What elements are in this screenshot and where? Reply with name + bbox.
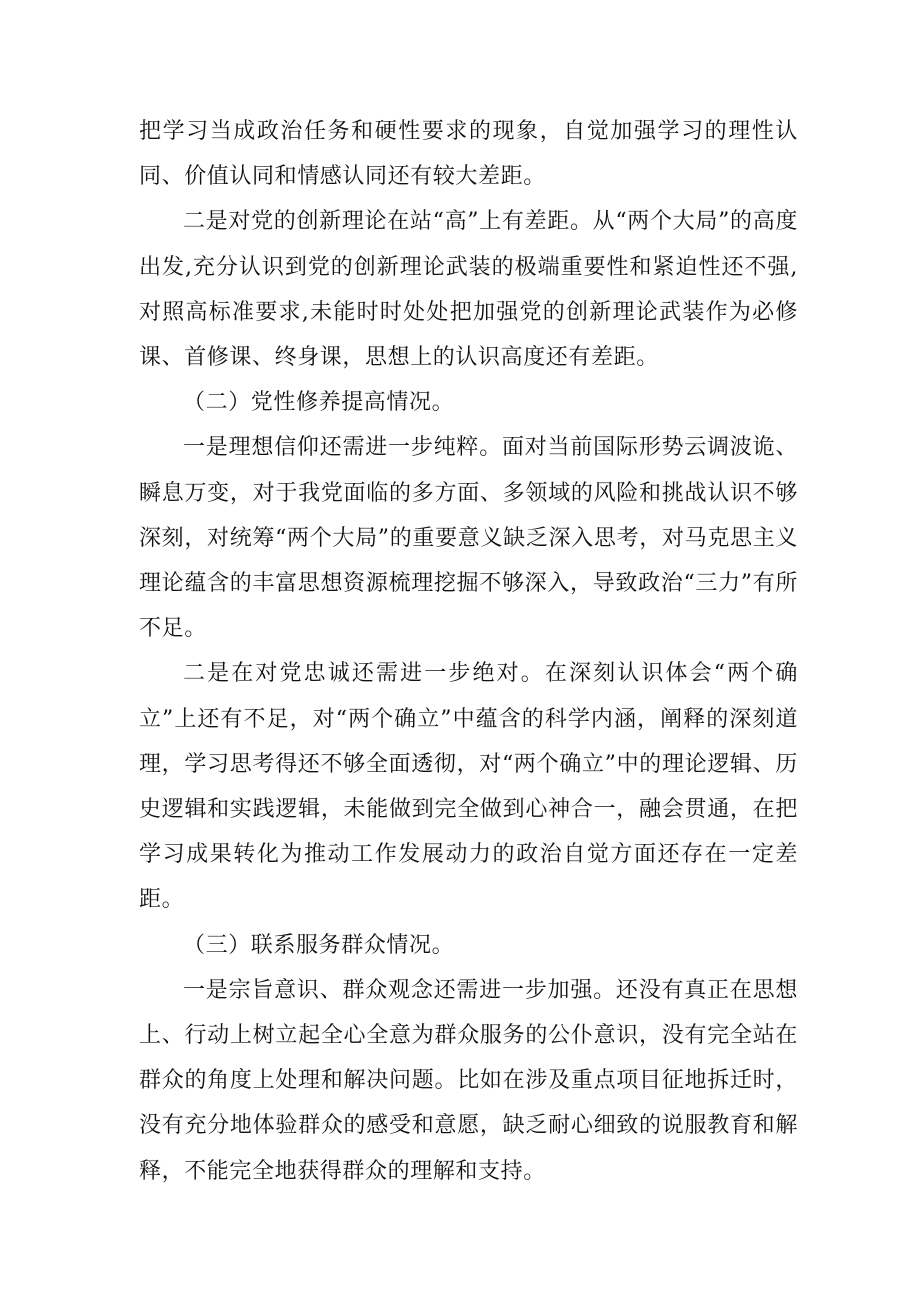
paragraph-purpose-awareness: 一是宗旨意识、群众观念还需进一步加强。还没有真正在思想上、行动上树立起全心全意为群众服务的公仆意识，没有完全站在群众的角度上处理和解决问题。比如在涉及重点项目征地拆迁时，没有充分地体验群众的感受和意愿，缺乏耐心细致的说服教育和解释，不能完全地获得群众的理解和支持。 <box>139 977 798 1184</box>
paragraph-innovation-theory: 二是对党的创新理论在站“高”上有差距。从“两个大局”的高度出发,充分认识到党的创新理论武装的极端重要性和紧迫性还不强,对照高标准要求,未能时时处处把加强党的创新理论武装作为必修课、首修课、终身课，思想上的认识高度还有差距。 <box>139 209 798 371</box>
paragraph-loyalty: 二是在对党忠诚还需进一步绝对。在深刻认识体会“两个确立”上还有不足，对“两个确立”中蕴含的科学内涵，阐释的深刻道理，学习思考得还不够全面透彻，对“两个确立”中的理论逻辑、历史逻辑和实践逻辑，未能做到完全做到心神合一，融会贯通，在把学习成果转化为推动工作发展动力的政治自觉方面还存在一定差距。 <box>139 661 798 913</box>
section-heading-party-spirit: （二）党性修养提高情况。 <box>183 390 455 416</box>
section-heading-serving-masses: （三）联系服务群众情况。 <box>183 932 455 958</box>
paragraph-continuation: 把学习当成政治任务和硬性要求的现象，自觉加强学习的理性认同、价值认同和情感认同还有较大差距。 <box>139 119 798 190</box>
paragraph-ideals-beliefs: 一是理想信仰还需进一步纯粹。面对当前国际形势云调波诡、瞬息万变，对于我党面临的多方面、多领域的风险和挑战认识不够深刻，对统筹“两个大局”的重要意义缺乏深入思考，对马克思主义理论蕴含的丰富思想资源梳理挖掘不够深入，导致政治“三力”有所不足。 <box>139 435 798 642</box>
